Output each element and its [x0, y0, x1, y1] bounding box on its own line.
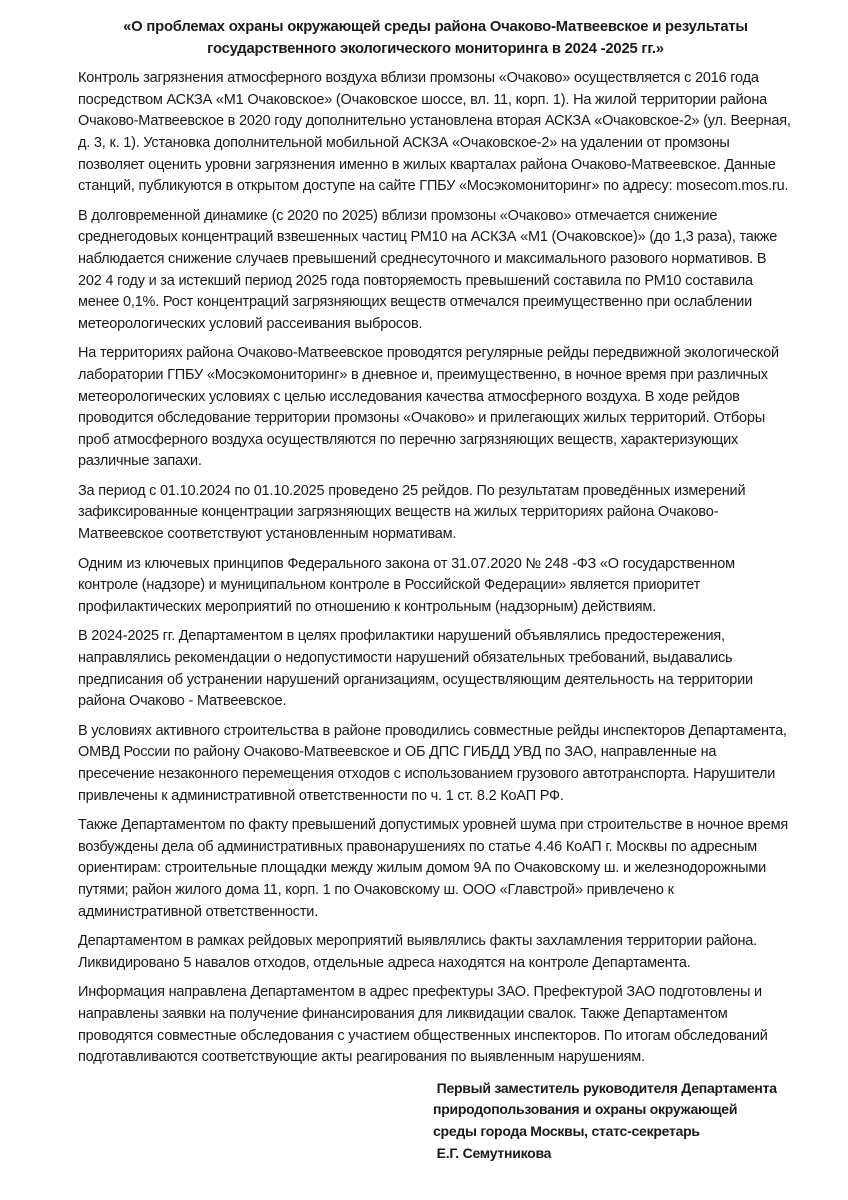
- paragraph-mobile-lab-raids: На территориях района Очаково-Матвеевское проводятся регулярные рейды передвижной экологической лаборатории ГПБУ «Мосэкомониторинг» в дневное и, преимущественно, в ночное время при различных метеорологических условиях с целью исследования качества атмосферного воздуха. В ходе рейдов проводится обследование территории промзоны «Очаково» и прилегающих жилых территорий. Отборы проб атмосферного воздуха осуществляются по перечню загрязняющих веществ, характеризующих различные запахи.: [78, 345, 779, 470]
- signature-line-position-1: Первый заместитель руководителя Департамента: [433, 1079, 777, 1096]
- paragraph-prefecture-info: Информация направлена Департаментом в адрес префектуры ЗАО. Префектурой ЗАО подготовлены и направлены заявки на получение финансирования для ликвидации свалок. Также Департаментом проводятся совместные обследования с участием общественных инспекторов. По итогам обследований подготавливаются соответствующие акты реагирования по выявленным нарушениям.: [78, 984, 768, 1066]
- paragraph-joint-raids: В условиях активного строительства в районе проводились совместные рейды инспекторов Департамента, ОМВД России по району Очаково-Матвеевское и ОБ ДПС ГИБДД УВД по ЗАО, направленные на пресечение незаконного перемещения отходов с использованием грузового автотранспорта. Нарушители привлечены к административной ответственности по ч. 1 ст. 8.2 КоАП РФ.: [78, 722, 787, 804]
- paragraph-preventive-measures: В 2024-2025 гг. Департаментом в целях профилактики нарушений объявлялись предостережения, направлялись рекомендации о недопустимости нарушений обязательных требований, выдавались предписания об устранении нарушений организациям, осуществляющим деятельность на территории района Очаково - Матвеевское.: [78, 628, 753, 710]
- paragraph-long-term-dynamics: В долговременной динамике (с 2020 по 2025) вблизи промзоны «Очаково» отмечается снижение среднегодовых концентраций взвешенных частиц РМ10 на АСКЗА «М1 (Очаковское)» (до 1,3 раза), также наблюдается снижение случаев превышений среднесуточного и максимального разового нормативов. В 202 4 году и за истекший период 2025 года повторяемость превышений составила по РМ10 составила менее 0,1%. Рост концентраций загрязняющих веществ отмечался преимущественно при ослаблении метеорологических условий рассеивания выбросов.: [78, 207, 778, 332]
- signature-line-position-3: среды города Москвы, статс-секретарь: [433, 1122, 700, 1139]
- paragraph-federal-law-principle: Одним из ключевых принципов Федерального закона от 31.07.2020 № 248 -ФЗ «О государственном контроле (надзоре) и муниципальном контроле в Российской Федерации» является приоритет профилактических мероприятий по отношению к контрольным (надзорным) действиям.: [78, 555, 735, 615]
- paragraph-raid-results: За период с 01.10.2024 по 01.10.2025 проведено 25 рейдов. По результатам проведённых измерений зафиксированные концентрации загрязняющих веществ на жилых территориях района Очаково-Матвеевское соответствуют установленным нормативам.: [78, 482, 746, 543]
- signature-name: Е.Г. Семутникова: [433, 1144, 552, 1161]
- paragraph-air-monitoring: Контроль загрязнения атмосферного воздуха вблизи промзоны «Очаково» осуществляется с 2016 года посредством АСКЗА «М1 Очаковское» (Очаковское шоссе, вл. 11, корп. 1). На жилой территории района Очаково-Матвеевское в 2020 году дополнительно установлена вторая АСКЗА «Очаковское-2» (ул. Веерная, д. 3, к. 1). Установка дополнительной мобильной АСКЗА «Очаковское-2» на удалении от промзоны позволяет оценить уровни загрязнения именно в жилых кварталах района Очаково-Матвеевское. Данные станций, публикуются в открытом доступе на сайте ГПБУ «Мосэкомониторинг» по адресу: mosecom.mos.ru.: [78, 70, 791, 195]
- paragraph-noise-violations: Также Департаментом по факту превышений допустимых уровней шума при строительстве в ночное время возбуждены дела об административных правонарушениях по статье 4.46 КоАП г. Москвы по адресным ориентирам: строительные площадки между жилым домом 9А по Очаковскому ш. и железнодорожными путями; район жилого дома 11, корп. 1 по Очаковскому ш. ООО «Главстрой» привлечено к административной ответственности.: [78, 817, 789, 920]
- document-title: «О проблемах охраны окружающей среды района Очаково-Матвеевское и результаты государственного экологического мониторинга в 2024 -2025 гг.»: [123, 19, 748, 57]
- paragraph-waste-dumps: Департаментом в рамках рейдовых мероприятий выявлялись факты захламления территории района. Ликвидировано 5 навалов отходов, отдельные адреса находятся на контроле Департамента.: [78, 933, 757, 971]
- signature-line-position-2: природопользования и охраны окружающей: [433, 1101, 738, 1118]
- signature-block: [433, 1078, 793, 1164]
